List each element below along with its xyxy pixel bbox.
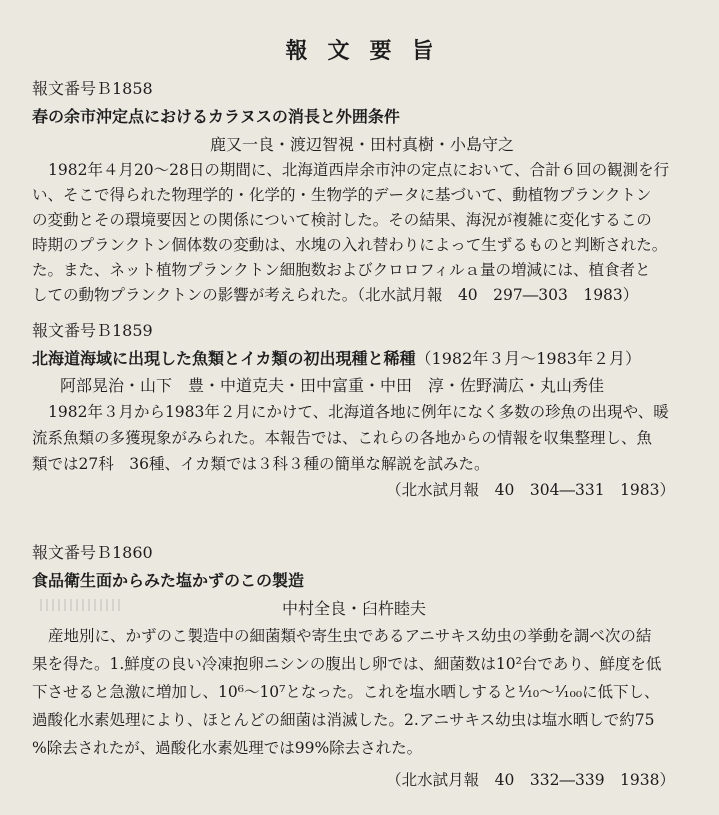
report-citation: （北水試月報 40 304―331 1983） bbox=[386, 481, 675, 499]
body-line: 類では27科 36種、イカ類では３科３種の簡単な解説を試みた。 bbox=[32, 455, 490, 473]
body-line: 過酸化水素処理により、ほとんどの細菌は消滅した。2.アニサキス幼虫は塩水晒しで約75 bbox=[32, 711, 655, 729]
report-number: 報文番号Ｂ1859 bbox=[32, 321, 153, 340]
body-line: の変動とその環境要因との関係について検討した。その結果、海況が複雑に変化するこの bbox=[32, 211, 652, 229]
body-line: 流系魚類の多獲現象がみられた。本報告では、これらの各地からの情報を収集整理し、魚 bbox=[32, 429, 653, 447]
body-line: 1982年３月から1983年２月にかけて、北海道各地に例年になく多数の珍魚の出現や、暖 bbox=[48, 403, 669, 421]
body-line: 下させると急激に増加し、10⁶〜10⁷となった。これを塩水晒しすると⅒〜⅟₁₀₀に低下し、 bbox=[32, 683, 660, 701]
report-authors: 鹿又一良・渡辺智視・田村真樹・小島守之 bbox=[210, 135, 515, 154]
body-line: 産地別に、かずのこ製造中の細菌類や寄生虫であるアニサキス幼虫の挙動を調べ次の結 bbox=[48, 627, 652, 645]
body-line: い、そこで得られた物理学的・化学的・生物学的データに基づいて、動植物プランクトン bbox=[32, 186, 652, 204]
report-citation: （北水試月報 40 332―339 1938） bbox=[386, 771, 675, 789]
report-period: （1982年３月〜1983年２月） bbox=[415, 349, 641, 368]
body-line: 時期のプランクトン個体数の変動は、水塊の入れ替わりによって生ずるものと判断された。 bbox=[32, 236, 668, 254]
body-line: %除去されたが、過酸化水素処理では99%除去された。 bbox=[32, 739, 423, 757]
scan-noise bbox=[40, 599, 120, 611]
report-number: 報文番号Ｂ1860 bbox=[32, 543, 153, 562]
body-line: 果を得た。1.鮮度の良い冷凍抱卵ニシンの腹出し卵では、細菌数は10²台であり、鮮度を低 bbox=[32, 655, 662, 673]
body-line: 1982年４月20〜28日の期間に、北海道西岸余市沖の定点において、合計６回の観測を行 bbox=[48, 161, 670, 179]
report-title: 食品衛生面からみた塩かずのこの製造 bbox=[32, 571, 305, 590]
body-line: た。また、ネット植物プランクトン細胞数およびクロロフィルａ量の増減には、植食者と bbox=[32, 261, 651, 279]
body-line: しての動物プランクトンの影響が考えられた。（北水試月報 40 297―303 1983） bbox=[32, 286, 639, 304]
report-title bbox=[32, 346, 641, 369]
report-authors: 阿部晃治・山下 豊・中道克夫・田中富重・中田 淳・佐野満広・丸山秀佳 bbox=[60, 376, 605, 395]
report-title-text: 北海道海域に出現した魚類とイカ類の初出現種と稀種 bbox=[32, 349, 416, 368]
report-authors: 中村全良・臼杵睦夫 bbox=[282, 599, 427, 618]
page-title: 報文要旨 bbox=[285, 38, 454, 64]
report-number: 報文番号Ｂ1858 bbox=[32, 79, 153, 98]
report-title: 春の余市沖定点におけるカラヌスの消長と外囲条件 bbox=[32, 107, 400, 126]
